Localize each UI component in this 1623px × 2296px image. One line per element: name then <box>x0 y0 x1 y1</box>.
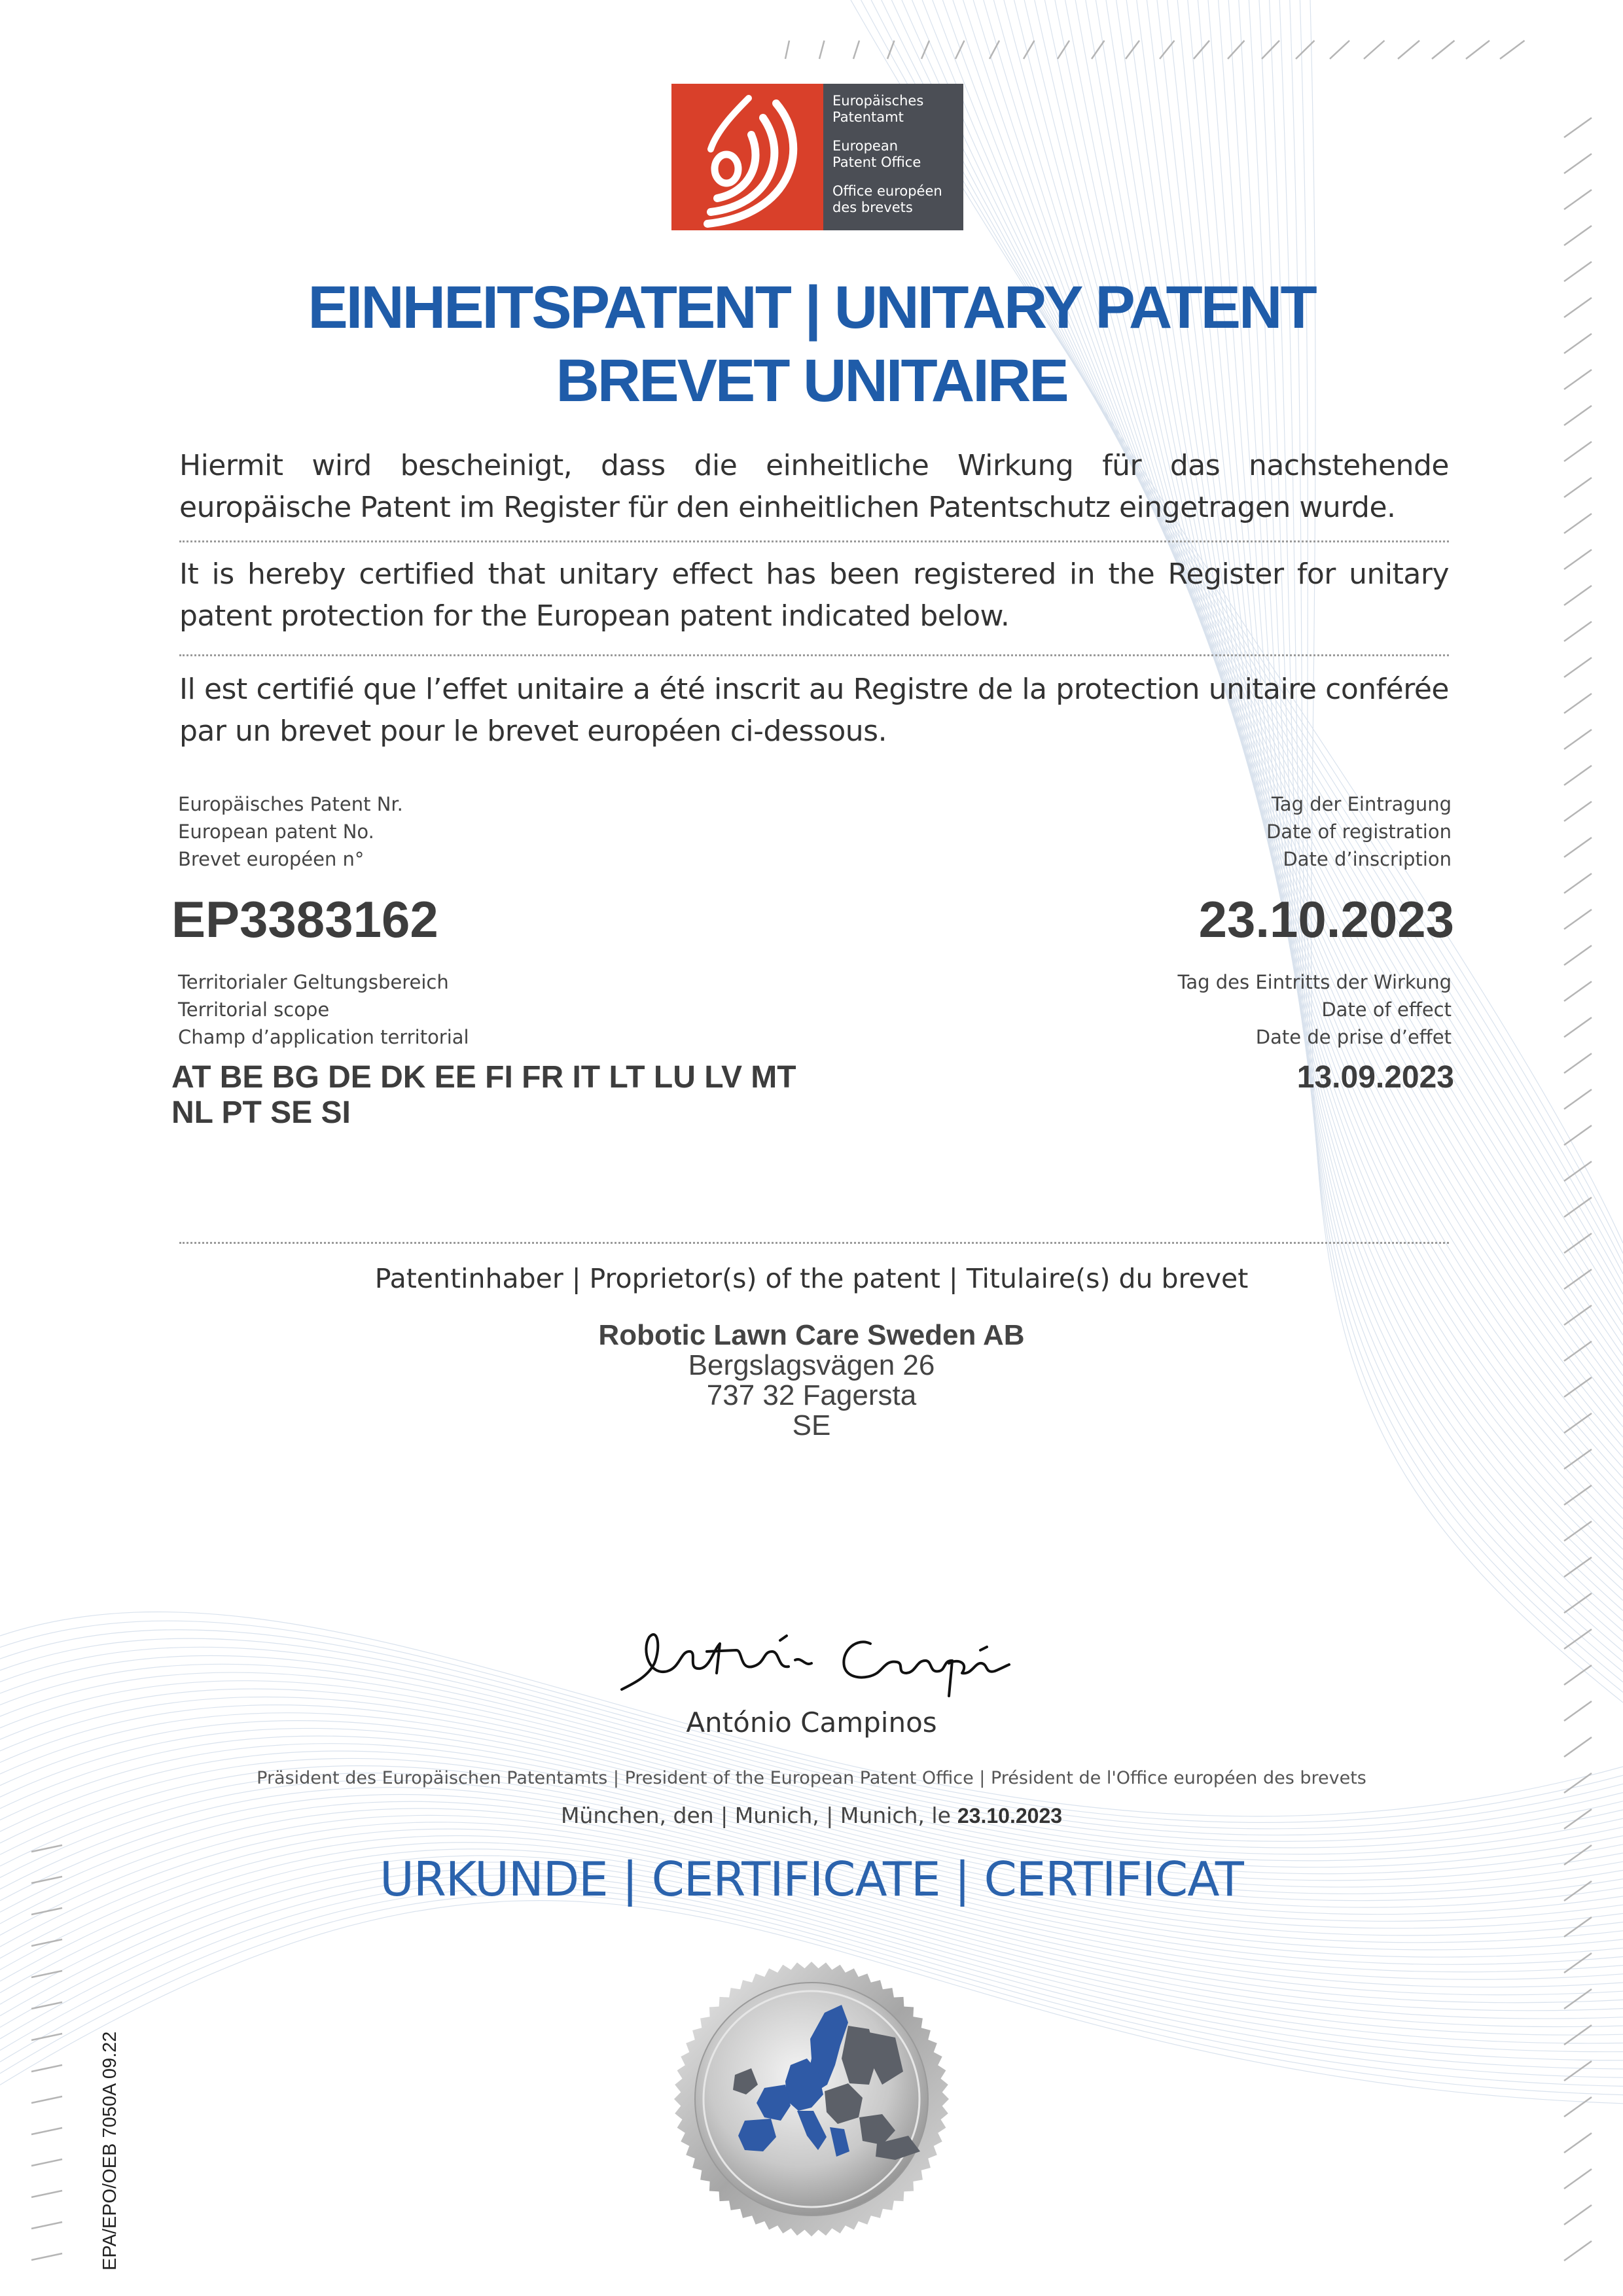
effect-date: 13.09.2023 <box>1296 1060 1454 1095</box>
label-en: Date of registration <box>1266 821 1452 843</box>
scope-line-1: AT BE BG DE DK EE FI FR IT LT LU LV MT <box>171 1060 796 1095</box>
place-label: München, den | Munich, | Munich, le <box>560 1803 951 1828</box>
signer-title: Präsident des Europäischen Patentamts | President of the European Patent Office | Président de l'Office européen des brevets <box>257 1768 1366 1788</box>
proprietor-heading: Patentinhaber | Proprietor(s) of the patent | Titulaire(s) du brevet <box>374 1263 1249 1294</box>
logo-en-line1: European <box>832 138 899 154</box>
proprietor-name: Robotic Lawn Care Sweden AB <box>598 1319 1025 1351</box>
effect-date-labels <box>1177 968 1452 1051</box>
logo-de-line2: Patentamt <box>832 109 904 125</box>
logo-fr-line1: Office européen <box>832 183 942 199</box>
label-fr: Champ d’application territorial <box>178 1026 469 1048</box>
label-fr: Brevet européen n° <box>178 848 365 870</box>
signer-name: António Campinos <box>686 1706 937 1739</box>
registration-date: 23.10.2023 <box>1198 891 1454 948</box>
scope-labels <box>178 968 469 1051</box>
label-de: Tag des Eintritts der Wirkung <box>1177 971 1452 993</box>
label-en: Date of effect <box>1321 998 1452 1021</box>
epo-logo-text <box>823 84 963 230</box>
proprietor-city: 737 32 Fagersta <box>706 1379 917 1411</box>
title-line-1: EINHEITSPATENT | UNITARY PATENT <box>308 274 1315 341</box>
label-en: European patent No. <box>178 821 374 843</box>
patent-number-labels <box>178 790 403 873</box>
epo-logo-icon <box>671 84 823 230</box>
certificate-label: URKUNDE | CERTIFICATE | CERTIFICAT <box>380 1852 1243 1907</box>
label-en: Territorial scope <box>178 998 330 1021</box>
divider <box>179 540 1449 542</box>
proprietor-country: SE <box>792 1409 831 1441</box>
registration-date-labels <box>1266 790 1452 873</box>
statement-de: Hiermit wird bescheinigt, dass die einheitliche Wirkung für das nachstehende europäische Patent im Register für den einheitlichen Patentschutz eingetragen wurde. <box>179 449 1449 524</box>
scope-line-2: NL PT SE SI <box>171 1095 351 1130</box>
proprietor-street: Bergslagsvägen 26 <box>688 1349 935 1381</box>
form-code: EPA/EPO/OEB 7050A 09.22 <box>99 2031 120 2270</box>
statement-fr: Il est certifié que l’effet unitaire a été inscrit au Registre de la protection unitaire conférée par un brevet pour le brevet européen ci-dessous. <box>179 673 1449 748</box>
divider <box>179 1242 1449 1244</box>
label-de: Europäisches Patent Nr. <box>178 793 403 815</box>
signature-date: 23.10.2023 <box>957 1804 1063 1828</box>
label-de: Tag der Eintragung <box>1271 793 1452 815</box>
label-de: Territorialer Geltungsbereich <box>178 971 449 993</box>
place-and-date <box>0 1803 1623 1828</box>
patent-number: EP3383162 <box>171 891 438 948</box>
european-map-seal <box>673 1960 950 2238</box>
epo-logo <box>671 84 963 230</box>
epo-logo-mark <box>671 84 823 230</box>
title-line-2: BREVET UNITAIRE <box>556 347 1067 414</box>
logo-fr-line2: des brevets <box>832 200 913 215</box>
statement-en: It is hereby certified that unitary effect has been registered in the Register for unitary patent protection for the European patent indicated below. <box>179 557 1449 633</box>
label-fr: Date d’inscription <box>1283 848 1452 870</box>
handwritten-signature <box>609 1611 1014 1703</box>
divider <box>179 654 1449 656</box>
logo-en-line2: Patent Office <box>832 154 921 170</box>
logo-de-line1: Europäisches <box>832 93 924 109</box>
label-fr: Date de prise d’effet <box>1255 1026 1452 1048</box>
territorial-scope <box>171 1060 796 1131</box>
